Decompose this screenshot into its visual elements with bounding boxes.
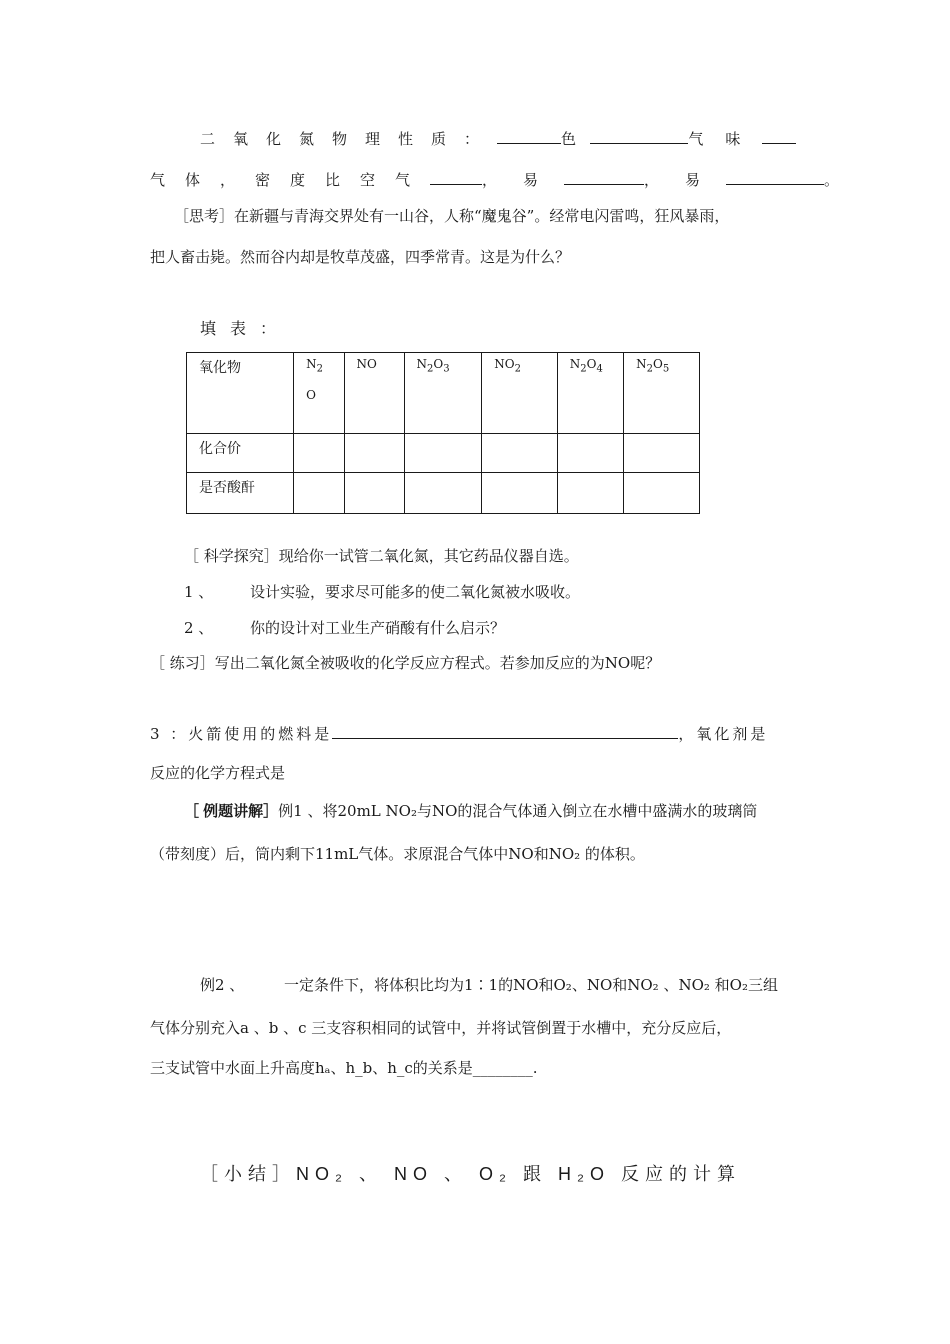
explore-item2-num: 2 、 bbox=[184, 619, 214, 637]
table-cell[interactable] bbox=[624, 434, 700, 473]
row-header-valence: 化合价 bbox=[187, 434, 294, 473]
col-n2o4: $N_2O_4$ bbox=[557, 353, 623, 434]
summary-line: ［小结］NO₂ 、 NO 、 O₂ 跟 H₂O 反应的计算 bbox=[200, 1164, 741, 1184]
odor-blank[interactable] bbox=[590, 127, 688, 144]
example1-line-2: （带刻度）后，筒内剩下11mL气体。求原混合气体中NO和NO₂ 的体积。 bbox=[150, 845, 645, 863]
table-row bbox=[187, 473, 700, 514]
think-line-1: ［思考］在新疆与青海交界处有一山谷，人称“魔鬼谷”。经常电闪雷鸣，狂风暴雨， bbox=[174, 207, 730, 225]
gas-state-blank[interactable] bbox=[762, 127, 796, 144]
example1-line-1 bbox=[184, 800, 757, 823]
table-row bbox=[187, 353, 700, 434]
color-blank[interactable] bbox=[497, 127, 561, 144]
q3-line-1 bbox=[150, 722, 768, 745]
density-blank[interactable] bbox=[430, 168, 482, 185]
think-line-2: 把人畜击毙。然而谷内却是牧草茂盛，四季常青。这是为什么？ bbox=[150, 248, 571, 266]
col-n2o: $N_2$ O bbox=[294, 353, 344, 434]
odor-text: 气味 bbox=[688, 130, 763, 148]
row-header-anhydride: 是否酸酐 bbox=[187, 473, 294, 514]
table-cell[interactable] bbox=[624, 473, 700, 514]
density-label: 气体，密度比空气 bbox=[150, 171, 431, 189]
table-row bbox=[187, 434, 700, 473]
table-cell[interactable] bbox=[294, 434, 344, 473]
table-cell[interactable] bbox=[344, 434, 404, 473]
explore-item2: 你的设计对工业生产硝酸有什么启示？ bbox=[250, 619, 506, 637]
q3-fuel-label: 3 ：火箭使用的燃料是 bbox=[150, 725, 333, 743]
easy-label-2: ，易 bbox=[644, 171, 727, 189]
col-no: NO bbox=[344, 353, 404, 434]
example2-line-3: 三支试管中水面上升高度hₐ、h_b、h_c的关系是________. bbox=[150, 1059, 538, 1077]
example2-label: 例2 、 bbox=[200, 976, 245, 994]
easy-label-1: ，易 bbox=[482, 171, 565, 189]
line-no2-properties-1 bbox=[200, 127, 796, 150]
q3-line-2: 反应的化学方程式是 bbox=[150, 764, 286, 782]
table-cell[interactable] bbox=[557, 473, 623, 514]
row-header-oxide: 氧化物 bbox=[187, 353, 294, 434]
period: 。 bbox=[824, 171, 840, 189]
easy-blank-2[interactable] bbox=[726, 168, 824, 185]
table-cell[interactable] bbox=[557, 434, 623, 473]
fill-table-label: 填表： bbox=[200, 319, 291, 338]
fuel-blank[interactable] bbox=[332, 722, 678, 739]
easy-blank-1[interactable] bbox=[564, 168, 644, 185]
table-cell[interactable] bbox=[404, 473, 482, 514]
table-cell[interactable] bbox=[404, 434, 482, 473]
properties-label: 二氧化氮物理性质： bbox=[200, 130, 498, 148]
example2-line-2: 气体分别充入a 、b 、c 三支容积相同的试管中，并将试管倒置于水槽中，充分反应后， bbox=[150, 1019, 732, 1037]
col-n2o5: $N_2O_5$ bbox=[624, 353, 700, 434]
example-tag: ［ 例题讲解］ bbox=[184, 803, 279, 820]
color-text: 色 bbox=[561, 130, 577, 148]
line-no2-properties-2 bbox=[150, 168, 839, 191]
example1-text-1: 例1 、将20mL NO₂与NO的混合气体通入倒立在水槽中盛满水的玻璃筒 bbox=[278, 802, 758, 820]
col-no2: $NO_2$ bbox=[482, 353, 558, 434]
explore-intro: ［ 科学探究］现给你一试管二氧化氮，其它药品仪器自选。 bbox=[184, 547, 579, 565]
example2-line-1: 一定条件下，将体积比均为1∶1的NO和O₂、NO和NO₂ 、NO₂ 和O₂三组 bbox=[284, 976, 778, 994]
oxide-table bbox=[186, 352, 700, 514]
q3-oxidizer-label: ，氧化剂是 bbox=[678, 725, 769, 743]
explore-item1: 设计实验，要求尽可能多的使二氧化氮被水吸收。 bbox=[250, 583, 581, 601]
col-n2o3: $N_2O_3$ bbox=[404, 353, 482, 434]
explore-item1-num: 1 、 bbox=[184, 583, 214, 601]
practice-line: ［ 练习］写出二氧化氮全被吸收的化学反应方程式。若参加反应的为NO呢？ bbox=[150, 654, 661, 672]
table-cell[interactable] bbox=[482, 434, 558, 473]
table-cell[interactable] bbox=[482, 473, 558, 514]
table-cell[interactable] bbox=[344, 473, 404, 514]
table-cell[interactable] bbox=[294, 473, 344, 514]
